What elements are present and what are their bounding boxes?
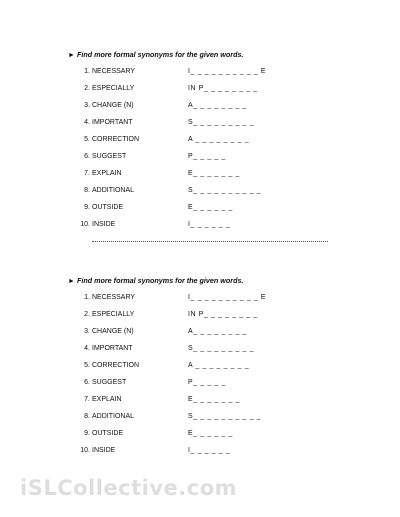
- item-word: ESPECIALLY: [92, 311, 135, 318]
- dotted-separator: [92, 241, 328, 242]
- item-number: 5.: [84, 136, 90, 143]
- item-answer-blank: S_ _ _ _ _ _ _ _ _: [188, 119, 255, 126]
- item-word: CHANGE (N): [92, 102, 134, 109]
- item-word: IMPORTANT: [92, 119, 133, 126]
- item-answer-blank: A_ _ _ _ _ _ _ _: [188, 328, 248, 335]
- item-number: 3.: [84, 328, 90, 335]
- item-answer-blank: IN P_ _ _ _ _ _ _ _: [188, 85, 258, 92]
- item-answer-blank: A _ _ _ _ _ _ _ _: [188, 136, 250, 143]
- item-answer-blank: S_ _ _ _ _ _ _ _ _ _: [188, 187, 262, 194]
- item-answer-blank: I_ _ _ _ _ _ _ _ _ _ E: [188, 294, 267, 301]
- item-answer-blank: A _ _ _ _ _ _ _ _: [188, 362, 250, 369]
- item-word: OUTSIDE: [92, 204, 124, 211]
- arrow-right-icon: ►: [68, 278, 75, 285]
- item-answer-blank: IN P_ _ _ _ _ _ _ _: [188, 311, 258, 318]
- item-number: 10.: [80, 447, 90, 454]
- item-answer-blank: S_ _ _ _ _ _ _ _ _ _: [188, 413, 262, 420]
- item-word: CORRECTION: [92, 362, 140, 369]
- item-answer-blank: I_ _ _ _ _ _: [188, 221, 231, 228]
- instruction: [68, 50, 243, 61]
- item-word: NECESSARY: [92, 68, 136, 75]
- item-number: 6.: [84, 379, 90, 386]
- item-number: 1.: [84, 68, 90, 75]
- instruction-text: Find more formal synonyms for the given words.: [76, 50, 244, 59]
- item-answer-blank: E_ _ _ _ _ _: [188, 430, 233, 437]
- item-answer-blank: I_ _ _ _ _ _: [188, 447, 231, 454]
- item-number: 6.: [84, 153, 90, 160]
- item-number: 9.: [84, 204, 90, 211]
- instruction: [68, 276, 243, 287]
- item-word: IMPORTANT: [92, 345, 133, 352]
- item-number: 8.: [84, 187, 90, 194]
- item-answer-blank: E_ _ _ _ _ _ _: [188, 396, 240, 403]
- item-number: 2.: [84, 311, 90, 318]
- item-number: 4.: [84, 345, 90, 352]
- item-answer-blank: P_ _ _ _ _: [188, 153, 226, 160]
- item-word: EXPLAIN: [92, 170, 122, 177]
- watermark-logo: iSLCollective.com: [20, 476, 238, 500]
- arrow-right-icon: ►: [68, 52, 75, 59]
- item-number: 8.: [84, 413, 90, 420]
- item-word: CHANGE (N): [92, 328, 134, 335]
- item-number: 7.: [84, 170, 90, 177]
- item-word: SUGGEST: [92, 153, 127, 160]
- item-number: 3.: [84, 102, 90, 109]
- item-answer-blank: E_ _ _ _ _ _ _: [188, 170, 240, 177]
- item-number: 9.: [84, 430, 90, 437]
- item-word: OUTSIDE: [92, 430, 124, 437]
- item-word: ADDITIONAL: [92, 413, 135, 420]
- item-word: INSIDE: [92, 221, 116, 228]
- item-word: SUGGEST: [92, 379, 127, 386]
- item-answer-blank: P_ _ _ _ _: [188, 379, 226, 386]
- item-number: 4.: [84, 119, 90, 126]
- item-word: ESPECIALLY: [92, 85, 135, 92]
- item-word: INSIDE: [92, 447, 116, 454]
- item-answer-blank: A_ _ _ _ _ _ _ _: [188, 102, 248, 109]
- instruction-text: Find more formal synonyms for the given words.: [76, 276, 244, 285]
- item-number: 2.: [84, 85, 90, 92]
- item-word: EXPLAIN: [92, 396, 122, 403]
- item-number: 1.: [84, 294, 90, 301]
- item-number: 5.: [84, 362, 90, 369]
- item-number: 10.: [80, 221, 90, 228]
- item-number: 7.: [84, 396, 90, 403]
- item-answer-blank: I_ _ _ _ _ _ _ _ _ _ E: [188, 68, 267, 75]
- item-word: NECESSARY: [92, 294, 136, 301]
- item-word: ADDITIONAL: [92, 187, 135, 194]
- item-word: CORRECTION: [92, 136, 140, 143]
- item-answer-blank: E_ _ _ _ _ _: [188, 204, 233, 211]
- item-answer-blank: S_ _ _ _ _ _ _ _ _: [188, 345, 255, 352]
